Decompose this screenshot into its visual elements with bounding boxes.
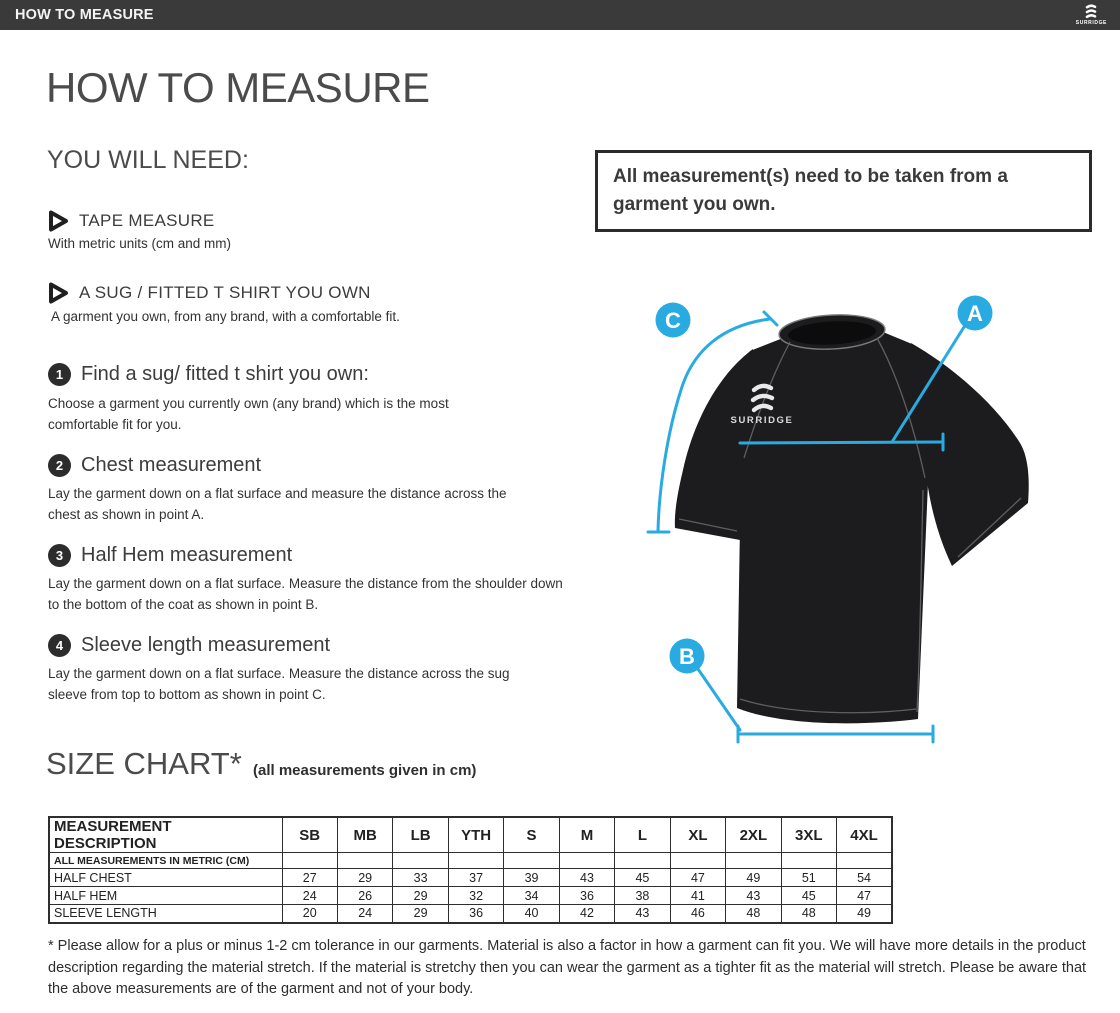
table-cell: 29 (393, 905, 448, 923)
table-empty-cell (726, 853, 781, 869)
table-row-label: SLEEVE LENGTH (49, 905, 282, 923)
table-header-size: YTH (448, 817, 503, 853)
table-empty-cell (282, 853, 337, 869)
table-cell: 39 (504, 869, 559, 887)
table-header-size: L (615, 817, 670, 853)
table-header-size: M (559, 817, 614, 853)
table-empty-cell (337, 853, 392, 869)
table-header-size: SB (282, 817, 337, 853)
step-desc: Choose a garment you currently own (any brand) which is the most comfortable fit for you. (48, 396, 449, 432)
surridge-logo-icon (1083, 4, 1099, 20)
table-empty-cell (448, 853, 503, 869)
table-row (49, 887, 892, 905)
step-title: Sleeve length measurement (81, 634, 331, 656)
table-header-size: 3XL (781, 817, 836, 853)
table-empty-cell (781, 853, 836, 869)
triangle-right-icon (48, 282, 69, 304)
step-4 (48, 634, 330, 657)
you-will-need-heading: YOU WILL NEED: (47, 146, 249, 174)
table-cell: 40 (504, 905, 559, 923)
table-cell: 36 (448, 905, 503, 923)
table-cell: 54 (837, 869, 892, 887)
notice-text: All measurement(s) need to be taken from a garment you own. (613, 166, 1008, 215)
tshirt-illustration (675, 312, 1029, 723)
step-number-badge: 3 (48, 544, 71, 567)
table-cell: 47 (837, 887, 892, 905)
table-cell: 47 (670, 869, 725, 887)
table-header-size: XL (670, 817, 725, 853)
table-cell: 32 (448, 887, 503, 905)
table-cell: 41 (670, 887, 725, 905)
table-cell: 49 (837, 905, 892, 923)
table-header-size: 4XL (837, 817, 892, 853)
measure-line-chest (740, 442, 943, 443)
label-c: C (665, 308, 681, 333)
size-chart-subheading: (all measurements given in cm) (253, 762, 477, 779)
topbar (0, 0, 1120, 30)
table-cell: 27 (282, 869, 337, 887)
table-cell: 49 (726, 869, 781, 887)
table-header-size: S (504, 817, 559, 853)
table-cell: 46 (670, 905, 725, 923)
table-cell: 51 (781, 869, 836, 887)
table-header-size: MB (337, 817, 392, 853)
step-number-badge: 1 (48, 363, 71, 386)
need-item-title: TAPE MEASURE (79, 211, 215, 230)
label-a: A (967, 301, 983, 326)
need-item-tshirt (48, 282, 371, 304)
size-chart-table (48, 816, 893, 924)
table-cell: 24 (282, 887, 337, 905)
step-number-badge: 2 (48, 454, 71, 477)
table-cell: 20 (282, 905, 337, 923)
step-1 (48, 363, 369, 386)
need-item-desc: A garment you own, from any brand, with a comfortable fit. (51, 309, 400, 324)
label-b: B (679, 644, 695, 669)
table-cell: 42 (559, 905, 614, 923)
table-empty-cell (837, 853, 892, 869)
need-item-desc: With metric units (cm and mm) (48, 236, 232, 251)
table-cell: 34 (504, 887, 559, 905)
table-cell: 45 (781, 887, 836, 905)
table-row (49, 869, 892, 887)
table-cell: 29 (337, 869, 392, 887)
need-item-title: A SUG / FITTED T SHIRT YOU OWN (79, 283, 371, 302)
table-header-row (49, 817, 892, 853)
measure-line-hem-pointer (698, 669, 740, 730)
table-cell: 45 (615, 869, 670, 887)
table-empty-cell (670, 853, 725, 869)
step-title: Chest measurement (81, 454, 262, 476)
surridge-logo-text: SURRIDGE (1075, 20, 1107, 26)
size-chart-heading: SIZE CHART* (46, 746, 242, 781)
step-title: Find a sug/ fitted t shirt you own: (81, 363, 369, 385)
svg-text:SURRIDGE: SURRIDGE (730, 415, 794, 426)
table-row (49, 905, 892, 923)
measurement-diagram (590, 278, 1090, 778)
page-title: HOW TO MEASURE (46, 64, 430, 111)
table-cell: 48 (781, 905, 836, 923)
table-header-description: MEASUREMENT DESCRIPTION (49, 817, 282, 853)
table-cell: 43 (615, 905, 670, 923)
table-row-label: HALF CHEST (49, 869, 282, 887)
table-cell: 37 (448, 869, 503, 887)
topbar-title: HOW TO MEASURE (15, 7, 154, 23)
table-header-size: LB (393, 817, 448, 853)
table-cell: 48 (726, 905, 781, 923)
table-cell: 29 (393, 887, 448, 905)
step-desc: Lay the garment down on a flat surface and measure the distance across the chest as shown in point A. (48, 486, 507, 522)
table-row-label: HALF HEM (49, 887, 282, 905)
table-cell: 43 (726, 887, 781, 905)
table-cell: 38 (615, 887, 670, 905)
table-empty-cell (393, 853, 448, 869)
table-cell: 33 (393, 869, 448, 887)
table-cell: 26 (337, 887, 392, 905)
table-header-size: 2XL (726, 817, 781, 853)
need-item-tape-measure (48, 210, 215, 232)
table-empty-cell (615, 853, 670, 869)
table-cell: 43 (559, 869, 614, 887)
table-metric-row (49, 853, 892, 869)
table-metric-note: ALL MEASUREMENTS IN METRIC (CM) (49, 853, 282, 869)
step-2 (48, 454, 261, 477)
table-cell: 24 (337, 905, 392, 923)
triangle-right-icon (48, 210, 69, 232)
table-empty-cell (559, 853, 614, 869)
notice-box (595, 150, 1092, 232)
step-3 (48, 544, 292, 567)
table-cell: 36 (559, 887, 614, 905)
step-number-badge: 4 (48, 634, 71, 657)
step-desc: Lay the garment down on a flat surface. Measure the distance across the sug sleeve from top to bottom as shown in point C. (48, 666, 510, 702)
surridge-logo (1076, 4, 1107, 26)
footnote: * Please allow for a plus or minus 1-2 cm tolerance in our garments. Material is also a factor in how a garment can fit you. We will have more details in the product description regarding the material stretch. If the material is stretchy then you can wear the garment as a tighter fit as the material will stretch. Please be aware that the above measurements are of the garment and not of your body. (48, 938, 1087, 997)
step-desc: Lay the garment down on a flat surface. Measure the distance from the shoulder down to the bottom of the coat as shown in point B. (48, 576, 563, 612)
step-title: Half Hem measurement (81, 544, 293, 566)
table-empty-cell (504, 853, 559, 869)
